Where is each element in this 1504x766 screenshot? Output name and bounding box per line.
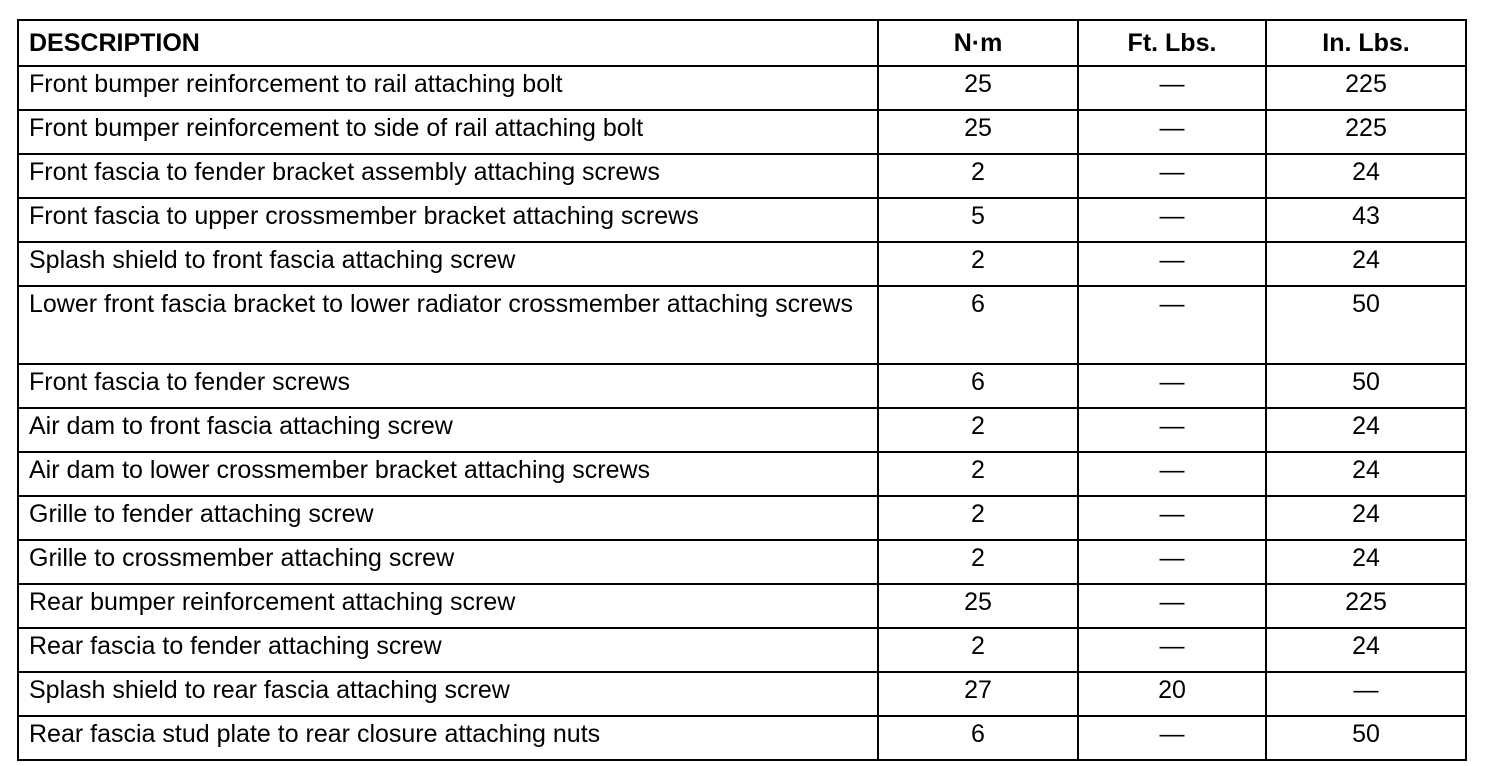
- cell-in-lbs: 225: [1266, 66, 1466, 110]
- cell-in-lbs: 24: [1266, 540, 1466, 584]
- cell-description: Front fascia to fender bracket assembly attaching screws: [18, 154, 878, 198]
- cell-ft-lbs: —: [1078, 286, 1266, 364]
- cell-nm: 2: [878, 408, 1078, 452]
- cell-in-lbs: 50: [1266, 716, 1466, 760]
- cell-nm: 25: [878, 110, 1078, 154]
- table-row: [18, 110, 1466, 154]
- table-body: [18, 66, 1466, 760]
- cell-description: Splash shield to rear fascia attaching screw: [18, 672, 878, 716]
- table-row: [18, 496, 1466, 540]
- cell-description: Grille to crossmember attaching screw: [18, 540, 878, 584]
- cell-nm: 2: [878, 496, 1078, 540]
- cell-description: Lower front fascia bracket to lower radiator crossmember attaching screws: [18, 286, 878, 364]
- header-row: [18, 20, 1466, 66]
- cell-in-lbs: —: [1266, 672, 1466, 716]
- cell-description: Air dam to lower crossmember bracket attaching screws: [18, 452, 878, 496]
- cell-description: Front fascia to fender screws: [18, 364, 878, 408]
- cell-description: Rear fascia to fender attaching screw: [18, 628, 878, 672]
- table-row: [18, 628, 1466, 672]
- cell-nm: 2: [878, 628, 1078, 672]
- cell-in-lbs: 24: [1266, 496, 1466, 540]
- cell-in-lbs: 24: [1266, 242, 1466, 286]
- cell-ft-lbs: —: [1078, 716, 1266, 760]
- torque-spec-table: [17, 19, 1467, 761]
- cell-in-lbs: 50: [1266, 286, 1466, 364]
- cell-in-lbs: 24: [1266, 628, 1466, 672]
- cell-description: Front bumper reinforcement to rail attaching bolt: [18, 66, 878, 110]
- cell-in-lbs: 24: [1266, 408, 1466, 452]
- header-description: DESCRIPTION: [18, 20, 878, 66]
- cell-ft-lbs: —: [1078, 154, 1266, 198]
- cell-ft-lbs: 20: [1078, 672, 1266, 716]
- cell-ft-lbs: —: [1078, 66, 1266, 110]
- cell-nm: 2: [878, 540, 1078, 584]
- cell-nm: 2: [878, 452, 1078, 496]
- table-row: [18, 66, 1466, 110]
- cell-ft-lbs: —: [1078, 110, 1266, 154]
- cell-in-lbs: 225: [1266, 584, 1466, 628]
- cell-ft-lbs: —: [1078, 540, 1266, 584]
- cell-description: Splash shield to front fascia attaching screw: [18, 242, 878, 286]
- cell-nm: 2: [878, 242, 1078, 286]
- cell-ft-lbs: —: [1078, 584, 1266, 628]
- cell-description: Grille to fender attaching screw: [18, 496, 878, 540]
- table-header: [18, 20, 1466, 66]
- table-row: [18, 242, 1466, 286]
- header-in-lbs: In. Lbs.: [1266, 20, 1466, 66]
- table-row: [18, 198, 1466, 242]
- cell-description: Rear bumper reinforcement attaching screw: [18, 584, 878, 628]
- cell-in-lbs: 225: [1266, 110, 1466, 154]
- cell-ft-lbs: —: [1078, 452, 1266, 496]
- table-row: [18, 154, 1466, 198]
- cell-nm: 6: [878, 716, 1078, 760]
- cell-ft-lbs: —: [1078, 242, 1266, 286]
- header-ft-lbs: Ft. Lbs.: [1078, 20, 1266, 66]
- cell-in-lbs: 24: [1266, 452, 1466, 496]
- table-row: [18, 364, 1466, 408]
- cell-ft-lbs: —: [1078, 364, 1266, 408]
- cell-in-lbs: 24: [1266, 154, 1466, 198]
- cell-nm: 25: [878, 584, 1078, 628]
- table-row: [18, 672, 1466, 716]
- cell-nm: 25: [878, 66, 1078, 110]
- cell-nm: 6: [878, 364, 1078, 408]
- cell-ft-lbs: —: [1078, 408, 1266, 452]
- cell-in-lbs: 43: [1266, 198, 1466, 242]
- table-row: [18, 540, 1466, 584]
- cell-ft-lbs: —: [1078, 496, 1266, 540]
- cell-ft-lbs: —: [1078, 628, 1266, 672]
- cell-nm: 6: [878, 286, 1078, 364]
- table-row: [18, 408, 1466, 452]
- cell-description: Rear fascia stud plate to rear closure attaching nuts: [18, 716, 878, 760]
- header-nm: N·m: [878, 20, 1078, 66]
- table-row: [18, 716, 1466, 760]
- table-row: [18, 452, 1466, 496]
- cell-description: Front bumper reinforcement to side of rail attaching bolt: [18, 110, 878, 154]
- cell-description: Front fascia to upper crossmember bracket attaching screws: [18, 198, 878, 242]
- table-row: [18, 584, 1466, 628]
- cell-nm: 27: [878, 672, 1078, 716]
- table-row: [18, 286, 1466, 364]
- cell-ft-lbs: —: [1078, 198, 1266, 242]
- cell-nm: 5: [878, 198, 1078, 242]
- cell-description: Air dam to front fascia attaching screw: [18, 408, 878, 452]
- cell-nm: 2: [878, 154, 1078, 198]
- cell-in-lbs: 50: [1266, 364, 1466, 408]
